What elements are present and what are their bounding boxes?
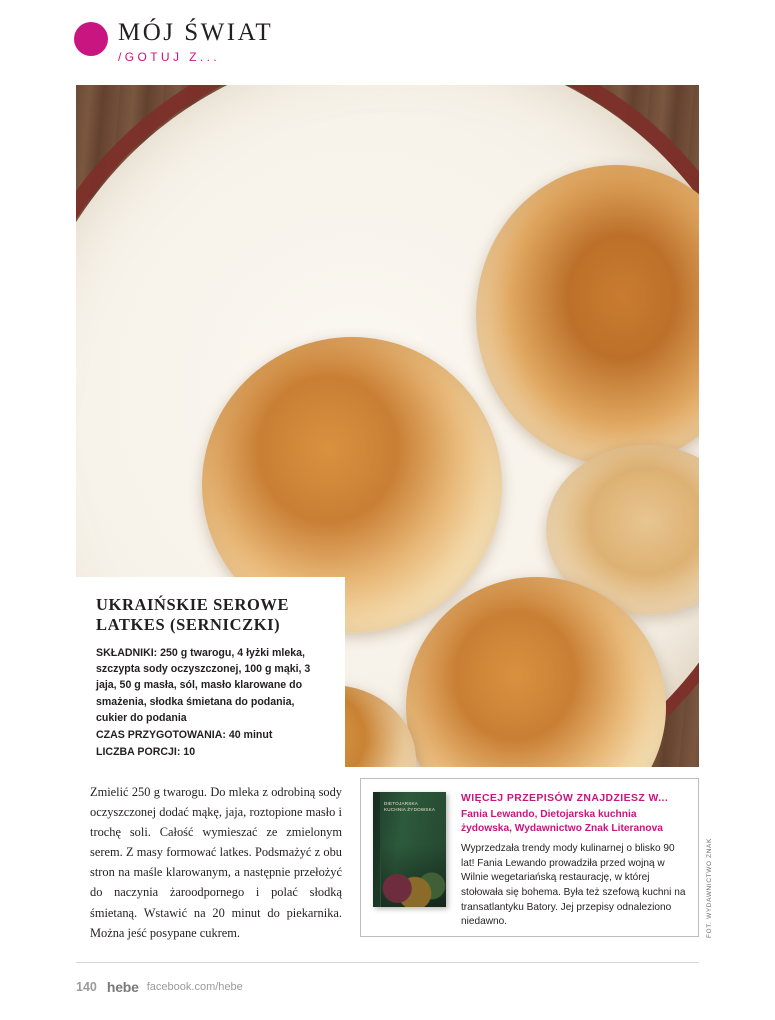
book-promo-content [461, 793, 689, 930]
photo-credit: FOT. WYDAWNICTWO ZNAK [706, 838, 713, 939]
recipe-card [76, 577, 345, 767]
recipe-ingredients: SKŁADNIKI: 250 g twarogu, 4 łyżki mleka, szczypta sody oczyszczonej, 100 g mąki, 3 jaja, 50 g masła, sól, masło klarowane do smażenia, słodka śmietana do podania, cukier do podania [96, 647, 311, 724]
book-promo-credit: Fania Lewando, Dietojarska kuchnia żydowska, Wydawnictwo Znak Literanova [461, 809, 663, 835]
book-promo-box [360, 778, 699, 937]
book-spine [373, 792, 380, 907]
book-cover-title: DIETOJARSKA KUCHNIA ŻYDOWSKA [384, 801, 436, 812]
page-number: 140 [76, 980, 97, 994]
recipe-title: UKRAIŃSKIE SEROWE LATKES (SERNICZKI) [96, 595, 290, 635]
brand-dot-icon [74, 22, 108, 56]
book-cover-artwork [381, 845, 446, 907]
recipe-instructions-text: Zmielić 250 g twarogu. Do mleka z odrobiną sody oczyszczonej dodać mąkę, jaja, roztopione masło i trochę soli. Całość wymieszać ze zmielonym serem. Z masy formować latkes. Podsmażyć z obu stron na maśle klarowanym, a następnie przełożyć do naczynia żaroodpornego i polać słodką śmietaną. Wstawić na 20 minut do piekarnika. Można jeść posypane cukrem. [90, 785, 342, 940]
section-subtitle: /GOTUJ Z... [118, 50, 221, 64]
page-header [0, 0, 775, 80]
section-title: MÓJ ŚWIAT [118, 19, 274, 46]
footer-divider [76, 962, 699, 963]
recipe-prep-time: CZAS PRZYGOTOWANIA: 40 minut [96, 728, 273, 741]
book-promo-kicker: WIĘCEJ PRZEPISÓW ZNAJDZIESZ W... [461, 793, 669, 804]
footer-brand: hebe [106, 979, 139, 995]
page-footer [76, 974, 699, 1000]
book-promo-text: Wyprzedzała trendy mody kulinarnej o blisko 90 lat! Fania Lewando prowadziła przed wojną w Wilnie wegetariańską restaurację, w której stołowała się bohema. Była też szefową kuchni na transatlantyku Batory. Jej przepisy odnaleziono niedawno. [461, 843, 686, 928]
footer-url[interactable]: facebook.com/hebe [146, 981, 243, 993]
recipe-portions: LICZBA PORCJI: 10 [96, 745, 196, 758]
recipe-instructions [90, 782, 342, 943]
book-cover-image [373, 792, 446, 907]
